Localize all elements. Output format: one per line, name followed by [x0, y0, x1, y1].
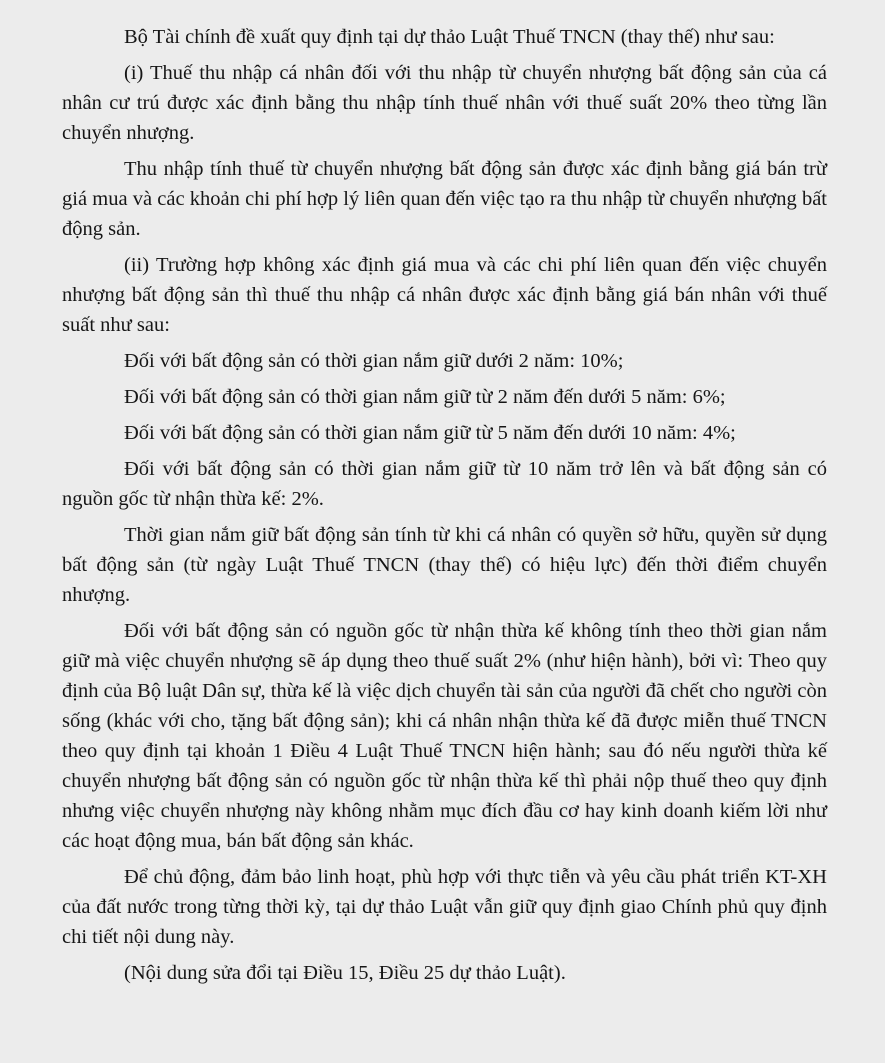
paragraph-item-ii: (ii) Trường hợp không xác định giá mua và các chi phí liên quan đến việc chuyển nhượng bất động sản thì thuế thu nhập cá nhân được xác định bằng giá bán nhân với thuế suất như sau:: [62, 254, 827, 336]
rate-under-2-years: Đối với bất động sản có thời gian nắm giữ dưới 2 năm: 10%;: [124, 350, 624, 372]
paragraph-item-i: (i) Thuế thu nhập cá nhân đối với thu nhập từ chuyển nhượng bất động sản của cá nhân cư trú được xác định bằng thu nhập tính thuế nhân với thuế suất 20% theo từng lần chuyển nhượng.: [62, 62, 827, 144]
paragraph-intro: Bộ Tài chính đề xuất quy định tại dự thảo Luật Thuế TNCN (thay thế) như sau:: [124, 26, 775, 48]
paragraph-holding-period: Thời gian nắm giữ bất động sản tính từ khi cá nhân có quyền sở hữu, quyền sử dụng bất động sản (từ ngày Luật Thuế TNCN (thay thế) có hiệu lực) đến thời điểm chuyển nhượng.: [62, 524, 827, 606]
paragraph-taxable-income: Thu nhập tính thuế từ chuyển nhượng bất động sản được xác định bằng giá bán trừ giá mua và các khoản chi phí hợp lý liên quan đến việc tạo ra thu nhập từ chuyển nhượng bất động sản.: [62, 158, 827, 240]
rate-2-to-5-years: Đối với bất động sản có thời gian nắm giữ từ 2 năm đến dưới 5 năm: 6%;: [124, 386, 726, 408]
paragraph-amendment-note: (Nội dung sửa đổi tại Điều 15, Điều 25 dự thảo Luật).: [124, 962, 566, 984]
paragraph-government-regulation: Để chủ động, đảm bảo linh hoạt, phù hợp với thực tiễn và yêu cầu phát triển KT-XH của đất nước trong từng thời kỳ, tại dự thảo Luật vẫn giữ quy định giao Chính phủ quy định chi tiết nội dung này.: [62, 866, 827, 948]
rate-over-10-years: Đối với bất động sản có thời gian nắm giữ từ 10 năm trở lên và bất động sản có nguồn gốc từ nhận thừa kế: 2%.: [62, 458, 827, 510]
rate-5-to-10-years: Đối với bất động sản có thời gian nắm giữ từ 5 năm đến dưới 10 năm: 4%;: [124, 422, 736, 444]
paragraph-inheritance: Đối với bất động sản có nguồn gốc từ nhận thừa kế không tính theo thời gian nắm giữ mà việc chuyển nhượng sẽ áp dụng theo thuế suất 2% (như hiện hành), bởi vì: Theo quy định của Bộ luật Dân sự, thừa kế là việc dịch chuyển tài sản của người đã chết cho người còn sống (khác với cho, tặng bất động sản); khi cá nhân nhận thừa kế đã được miễn thuế TNCN theo quy định tại khoản 1 Điều 4 Luật Thuế TNCN hiện hành; sau đó nếu người thừa kế chuyển nhượng bất động sản có nguồn gốc từ nhận thừa kế thì phải nộp thuế theo quy định nhưng việc chuyển nhượng này không nhằm mục đích đầu cơ hay kinh doanh kiếm lời như các hoạt động mua, bán bất động sản khác.: [62, 620, 827, 852]
